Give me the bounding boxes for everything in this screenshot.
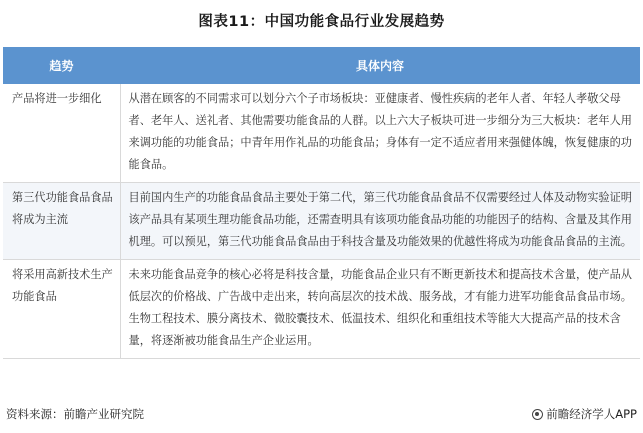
- brand-label: 前瞻经济学人APP: [546, 407, 637, 421]
- trend-table: [3, 47, 640, 359]
- chart-title: 图表11：中国功能食品行业发展趋势: [198, 14, 445, 30]
- table-row: [3, 183, 640, 260]
- content-cell: 目前国内生产的功能食品食品主要处于第二代，第三代功能食品食品不仅需要经过人体及动物实验证明该产品具有某项生理功能食品功能，还需查明具有该项功能食品功能的功能因子的结构、含量及其作用机理。可以预见，第三代功能食品食品由于科技含量及功能效果的优越性将成为功能食品食品的主流。: [120, 183, 640, 260]
- source-note: 资料来源：前瞻产业研究院: [6, 407, 144, 421]
- trend-cell: 第三代功能食品食品将成为主流: [3, 183, 120, 260]
- brand-credit: [532, 406, 637, 422]
- table-row: [3, 84, 640, 183]
- qianzhan-logo-icon: [532, 409, 543, 420]
- table-header-row: [3, 47, 640, 84]
- trend-cell: 将采用高新技术生产功能食品: [3, 260, 120, 359]
- content-cell: 从潜在顾客的不同需求可以划分六个子市场板块：亚健康者、慢性疾病的老年人者、年轻人孝敬父母者、老年人、送礼者、其他需要功能食品的人群。以上六大子板块可进一步细分为三大板块：老年人用来调功能的功能食品；中青年用作礼品的功能食品；身体有一定不适应者用来强健体魄，恢复健康的功能食品。: [120, 84, 640, 183]
- table-row: [3, 260, 640, 359]
- trend-cell: 产品将进一步细化: [3, 84, 120, 183]
- header-trend: 趋势: [3, 47, 120, 84]
- header-content: 具体内容: [120, 47, 640, 84]
- content-cell: 未来功能食品竞争的核心必将是科技含量，功能食品企业只有不断更新技术和提高技术含量，使产品从低层次的价格战、广告战中走出来，转向高层次的技术战、服务战，才有能力进军功能食品食品市场。生物工程技术、膜分离技术、微胶囊技术、低温技术、组织化和重组技术等能大大提高产品的技术含量，将逐渐被功能食品生产企业运用。: [120, 260, 640, 359]
